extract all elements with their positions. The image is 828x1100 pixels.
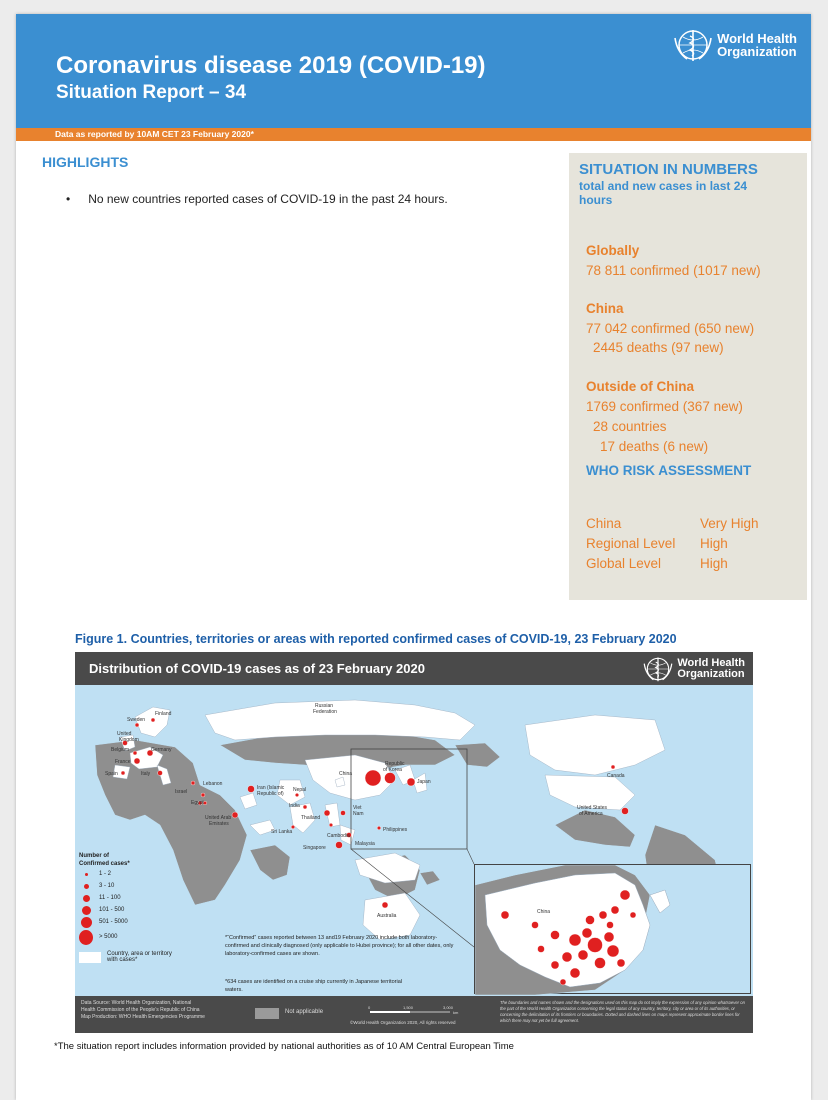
label-cambodia: Cambodia bbox=[327, 833, 350, 839]
legend-row: 501 - 5000 bbox=[79, 916, 179, 928]
situation-in-numbers-panel bbox=[569, 153, 807, 600]
label-uae-1: United Arab bbox=[205, 815, 232, 821]
label-uae-2: Emirates bbox=[209, 821, 229, 827]
outside-countries: 28 countries bbox=[593, 419, 667, 434]
inset-bubble bbox=[532, 922, 539, 929]
legend-country-row: Country, area or territory with cases* bbox=[79, 951, 179, 963]
label-uk-2: Kingdom bbox=[119, 737, 139, 743]
label-canada: Canada bbox=[607, 773, 625, 779]
footnote: *The situation report includes information provided by national authorities as of 10 AM Central European Time bbox=[54, 1041, 514, 1052]
report-subtitle: Situation Report – 34 bbox=[56, 82, 247, 103]
bubble-uae bbox=[232, 812, 238, 818]
legend-row: 11 - 100 bbox=[79, 892, 179, 904]
label-italy: Italy bbox=[141, 771, 151, 777]
inset-bubble bbox=[630, 912, 636, 918]
outside-confirmed: 1769 confirmed (367 new) bbox=[586, 399, 743, 414]
label-iran-1: Iran (Islamic bbox=[257, 785, 285, 791]
who-logo-text: World Health Organization bbox=[717, 31, 797, 59]
label-uk-1: United bbox=[117, 731, 132, 737]
legend-title-2: Confirmed cases* bbox=[79, 861, 130, 867]
legend-title-1: Number of bbox=[79, 853, 109, 859]
who-emblem-icon bbox=[642, 656, 674, 682]
map-footer bbox=[75, 996, 753, 1033]
label-usa-2: of America bbox=[579, 811, 603, 817]
inset-bubble bbox=[582, 928, 592, 938]
map-note-cruise: *634 cases are identified on a cruise ship currently in Japanese territorial waters. bbox=[225, 979, 403, 993]
bubble-philippines bbox=[377, 826, 381, 830]
inset-bubble bbox=[569, 934, 581, 946]
bubble-singapore bbox=[336, 842, 343, 849]
label-finland: Finland bbox=[155, 711, 172, 717]
inset-bubble bbox=[560, 979, 566, 985]
bubble-italy bbox=[158, 771, 163, 776]
bubble-sweden bbox=[135, 723, 139, 727]
not-applicable-swatch bbox=[255, 1008, 279, 1019]
bubble-usa bbox=[622, 808, 629, 815]
inset-bubble bbox=[617, 959, 625, 967]
globally-label: Globally bbox=[586, 243, 640, 258]
label-vietnam-2: Nam bbox=[353, 811, 364, 817]
inset-bubble bbox=[607, 945, 619, 957]
legend-row: 3 - 10 bbox=[79, 880, 179, 892]
map-legend bbox=[79, 852, 179, 963]
risk-assessment-title: WHO RISK ASSESSMENT bbox=[586, 463, 752, 478]
figure-caption: Figure 1. Countries, territories or areas with reported confirmed cases of COVID-19, 23 February 2020 bbox=[75, 632, 677, 646]
bubble-spain bbox=[121, 771, 125, 775]
distribution-map bbox=[75, 652, 753, 1033]
bubble-korea bbox=[385, 773, 396, 784]
china-label: China bbox=[586, 301, 624, 316]
map-copyright: ©World Health Organization 2020, All rights reserved bbox=[350, 1020, 456, 1025]
inset-bubble bbox=[620, 890, 630, 900]
china-confirmed: 77 042 confirmed (650 new) bbox=[586, 321, 755, 336]
china-deaths: 2445 deaths (97 new) bbox=[593, 340, 724, 355]
china-inset-svg bbox=[475, 865, 752, 995]
bubble-india bbox=[303, 805, 307, 809]
inset-bubble bbox=[570, 968, 580, 978]
bubble-iran bbox=[248, 786, 255, 793]
label-russia-2: Federation bbox=[313, 709, 337, 715]
bubble-israel bbox=[201, 793, 205, 797]
map-who-logo bbox=[642, 656, 745, 682]
label-spain: Spain bbox=[105, 771, 118, 777]
label-australia: Australia bbox=[377, 913, 397, 919]
map-note-confirmed: *“Confirmed” cases reported between 13 and19 February 2020 include both laboratory-confirmed and clinically diagnosed (only applicable to Hubei province); for all other dates, only laboratory-confirmed cases are shown. bbox=[225, 935, 454, 957]
label-thailand: Thailand bbox=[301, 815, 321, 821]
report-title: Coronavirus disease 2019 (COVID-19) bbox=[56, 52, 486, 79]
label-belgium: Belgium bbox=[111, 747, 130, 753]
inset-bubble bbox=[562, 952, 572, 962]
label-singapore: Singapore bbox=[303, 845, 326, 851]
risk-level-global: Global Level bbox=[586, 556, 662, 571]
label-korea-2: of Korea bbox=[383, 767, 402, 773]
label-france: France bbox=[115, 759, 131, 765]
bubble-nepal bbox=[295, 793, 299, 797]
label-russia-1: Russian bbox=[315, 703, 334, 709]
inset-bubble bbox=[599, 911, 607, 919]
label-sweden: Sweden bbox=[127, 717, 146, 723]
reported-strip bbox=[16, 128, 811, 141]
scale-unit: km bbox=[453, 1010, 459, 1015]
label-germany: Germany bbox=[151, 747, 172, 753]
map-title: Distribution of COVID-19 cases as of 23 February 2020 bbox=[89, 661, 425, 676]
inset-bubble bbox=[538, 946, 545, 953]
inset-bubble bbox=[607, 922, 614, 929]
map-who-logo-text: World Health Organization bbox=[677, 657, 745, 680]
bubble-finland bbox=[151, 718, 155, 722]
inset-label-china: China bbox=[537, 909, 551, 915]
inset-bubble bbox=[551, 961, 559, 969]
label-malaysia: Malaysia bbox=[355, 841, 375, 847]
risk-value-regional: High bbox=[700, 536, 728, 551]
bubble-canada bbox=[611, 765, 615, 769]
bubble-belgium bbox=[133, 751, 137, 755]
report-page bbox=[16, 14, 811, 1100]
inset-bubble bbox=[551, 931, 560, 940]
inset-bubble bbox=[611, 906, 619, 914]
highlights-title: HIGHLIGHTS bbox=[42, 154, 129, 170]
globally-confirmed: 78 811 confirmed (1017 new) bbox=[586, 263, 761, 278]
label-china: China bbox=[339, 771, 353, 777]
bubble-china bbox=[365, 770, 381, 786]
inset-bubble bbox=[588, 938, 603, 953]
bubble-australia bbox=[382, 902, 388, 908]
label-vietnam-1: Viet bbox=[353, 805, 362, 811]
map-disclaimer: The boundaries and names shown and the designations used on this map do not imply the expression of any opinion whatsoever on the part of the World Health Organization concerning the legal status of any country, territory, city or area or of its authorities, or concerning the delimitation of its frontiers or boundaries. Dotted and dashed lines on maps represent approximate border lines for which there may not yet be full agreement. bbox=[500, 1000, 745, 1023]
situation-subtitle: total and new cases in last 24 hours bbox=[579, 179, 748, 207]
inset-bubble bbox=[586, 916, 595, 925]
label-israel: Israel bbox=[175, 789, 188, 795]
outside-deaths: 17 deaths (6 new) bbox=[600, 439, 709, 454]
bubble-cambodia bbox=[329, 823, 333, 827]
risk-level-china: China bbox=[586, 516, 622, 531]
bubble-vietnam bbox=[341, 811, 346, 816]
risk-value-global: High bbox=[700, 556, 728, 571]
bubble-france bbox=[134, 758, 140, 764]
label-india: India bbox=[289, 803, 300, 809]
scale-label-0: 0 bbox=[368, 1005, 371, 1010]
label-philippines: Philippines bbox=[383, 827, 408, 833]
map-source: Data Source: World Health Organization, National Health Commission of the People’s Republic of China Map Production: WHO Health Emergencies Programme bbox=[81, 1000, 205, 1020]
not-applicable-label: Not applicable bbox=[285, 1009, 324, 1015]
label-iran-2: Republic of) bbox=[257, 791, 284, 797]
inset-bubble bbox=[604, 932, 614, 942]
inset-bubble bbox=[578, 950, 588, 960]
highlight-item: • No new countries reported cases of COVID-19 in the past 24 hours. bbox=[66, 192, 448, 206]
label-lebanon: Lebanon bbox=[203, 781, 223, 787]
scale-bar bbox=[365, 1004, 465, 1018]
situation-title: SITUATION IN NUMBERS bbox=[579, 161, 758, 178]
reported-text: Data as reported by 10AM CET 23 February 2020* bbox=[55, 129, 254, 139]
legend-country-swatch bbox=[79, 952, 101, 963]
who-logo bbox=[673, 28, 797, 62]
legend-row: > 5000 bbox=[79, 928, 179, 946]
china-inset-map bbox=[474, 864, 751, 994]
legend-row: 1 - 2 bbox=[79, 868, 179, 880]
outside-china-label: Outside of China bbox=[586, 379, 694, 394]
risk-value-china: Very High bbox=[700, 516, 759, 531]
label-nepal: Nepal bbox=[293, 787, 307, 793]
bubble-lebanon bbox=[191, 781, 195, 785]
inset-bubble bbox=[595, 958, 606, 969]
inset-bubble bbox=[501, 911, 509, 919]
risk-level-regional: Regional Level bbox=[586, 536, 676, 551]
report-banner bbox=[16, 14, 811, 128]
scale-label-2: 3,000 bbox=[443, 1005, 454, 1010]
scale-label-1: 1,500 bbox=[403, 1005, 414, 1010]
label-egypt: Egypt bbox=[191, 800, 204, 806]
label-srilanka: Sri Lanka bbox=[271, 829, 293, 835]
label-usa-1: United States bbox=[577, 805, 608, 811]
label-japan: Japan bbox=[417, 779, 431, 785]
legend-row: 101 - 500 bbox=[79, 904, 179, 916]
who-emblem-icon bbox=[673, 28, 713, 62]
bubble-thailand bbox=[324, 810, 330, 816]
bubble-japan bbox=[407, 778, 415, 786]
bullet-icon: • bbox=[66, 192, 71, 206]
map-header bbox=[75, 652, 753, 685]
label-korea-1: Republic bbox=[385, 761, 405, 767]
